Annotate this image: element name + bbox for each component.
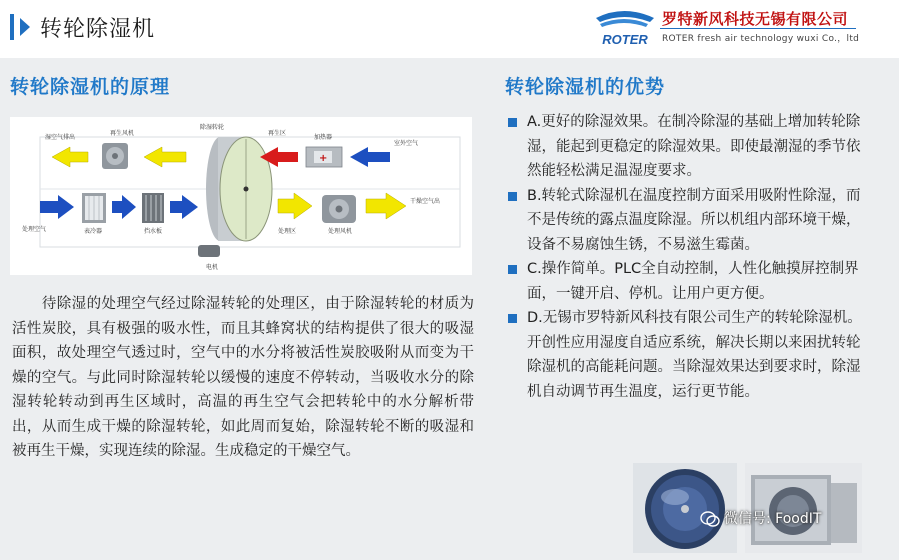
svg-text:湿空气排出: 湿空气排出 [45, 134, 76, 141]
svg-text:室外空气: 室外空气 [394, 140, 419, 147]
pre-rotor-arrow [170, 195, 198, 219]
advantage-text-b: B.转轮式除湿机在温度控制方面采用吸附性除湿，而不是传统的露点温度除湿。所以机组内部环境干燥，设备不易腐蚀生锈，不易滋生霉菌。 [527, 187, 861, 253]
svg-text:挡水板: 挡水板 [144, 228, 163, 235]
wechat-watermark [700, 508, 821, 528]
svg-text:电机: 电机 [206, 264, 219, 271]
advantages-heading: 转轮除湿机的优势 [505, 76, 666, 98]
motor-icon [198, 245, 220, 257]
header-bar [0, 0, 899, 58]
principle-heading: 转轮除湿机的原理 [10, 76, 171, 98]
svg-text:表冷器: 表冷器 [84, 228, 103, 235]
bullet-square-icon [508, 314, 517, 323]
page-title: 转轮除湿机 [40, 17, 156, 42]
eliminator-icon [142, 193, 164, 223]
heater-icon [306, 147, 342, 167]
svg-text:除湿转轮: 除湿转轮 [200, 124, 225, 131]
process-air-arrow [40, 195, 74, 219]
svg-text:+: + [319, 153, 328, 164]
watermark-text: 微信号: FoodIT [724, 511, 822, 527]
outdoor-air-arrow [350, 147, 390, 167]
header-divider [660, 28, 856, 29]
svg-text:干燥空气出: 干燥空气出 [410, 198, 441, 205]
bullet-square-icon [508, 192, 517, 201]
process-fan-icon [322, 195, 356, 223]
advantage-text-c: C.操作简单。PLC全自动控制，人性化触摸屏控制界面，一键开启、停机。让用户更方便。 [527, 261, 859, 302]
wechat-icon [700, 511, 720, 527]
company-name-en: ROTER fresh air technology wuxi Co.，ltd [662, 34, 860, 44]
regen-fan-icon [102, 143, 128, 169]
svg-text:再生区: 再生区 [268, 130, 287, 137]
dry-air-arrow [278, 193, 312, 219]
dry-outlet-arrow [366, 193, 406, 219]
humid-exhaust-arrow [52, 147, 88, 167]
principle-paragraph: 待除湿的处理空气经过除湿转轮的处理区，由于除湿转轮的材质为活性炭胶，具有极强的吸水性，而且其蜂窝状的结构提供了很大的吸湿面积，故处理空气透过时，空气中的水分将被活性炭胶吸附从而变为干燥的空气。与此同时除湿转轮以缓慢的速度不停转动，当吸收水分的除湿转轮转动到再生区域时，高温的再生空气会把转轮中的水分解析带出，从而生成干燥的除湿转轮，如此周而复始，除湿转轮不断的吸湿和被再生干燥，实现连续的除湿。生成稳定的干燥空气。 [12, 296, 474, 459]
desiccant-rotor-icon [206, 137, 272, 241]
chevron-right-icon [18, 14, 32, 40]
header-accent-bar [10, 14, 14, 40]
list-item [505, 184, 865, 258]
svg-text:ROTER: ROTER [602, 32, 648, 47]
svg-text:再生风机: 再生风机 [110, 130, 135, 137]
rotor-diagram [10, 117, 472, 275]
company-logo [590, 6, 660, 50]
advantage-text-d: D.无锡市罗特新风科技有限公司生产的转轮除湿机。开创性应用湿度自适应系统，解决长期以来困扰转轮除湿机的高能耗问题。当除湿效果达到要求时，除湿机自动调节再生温度，运行更节能。 [527, 310, 862, 400]
advantages-list [505, 110, 865, 404]
regen-flow-arrow [144, 147, 186, 167]
advantage-text-a: A.更好的除湿效果。在制冷除湿的基础上增加转轮除湿，能起到更稳定的除湿效果。即使最潮湿的季节依然能轻松满足温湿度要求。 [527, 114, 861, 179]
svg-text:处理空气: 处理空气 [22, 226, 47, 233]
list-item [505, 257, 865, 306]
bullet-square-icon [508, 118, 517, 127]
cooled-air-arrow [112, 195, 136, 219]
list-item [505, 306, 865, 404]
cooler-icon [82, 193, 106, 223]
svg-text:加热器: 加热器 [314, 134, 333, 141]
svg-text:处理区: 处理区 [278, 228, 297, 235]
bullet-square-icon [508, 265, 517, 274]
list-item [505, 110, 865, 184]
company-name-cn: 罗特新风科技无锡有限公司 [662, 10, 849, 28]
svg-text:处理风机: 处理风机 [328, 228, 353, 235]
